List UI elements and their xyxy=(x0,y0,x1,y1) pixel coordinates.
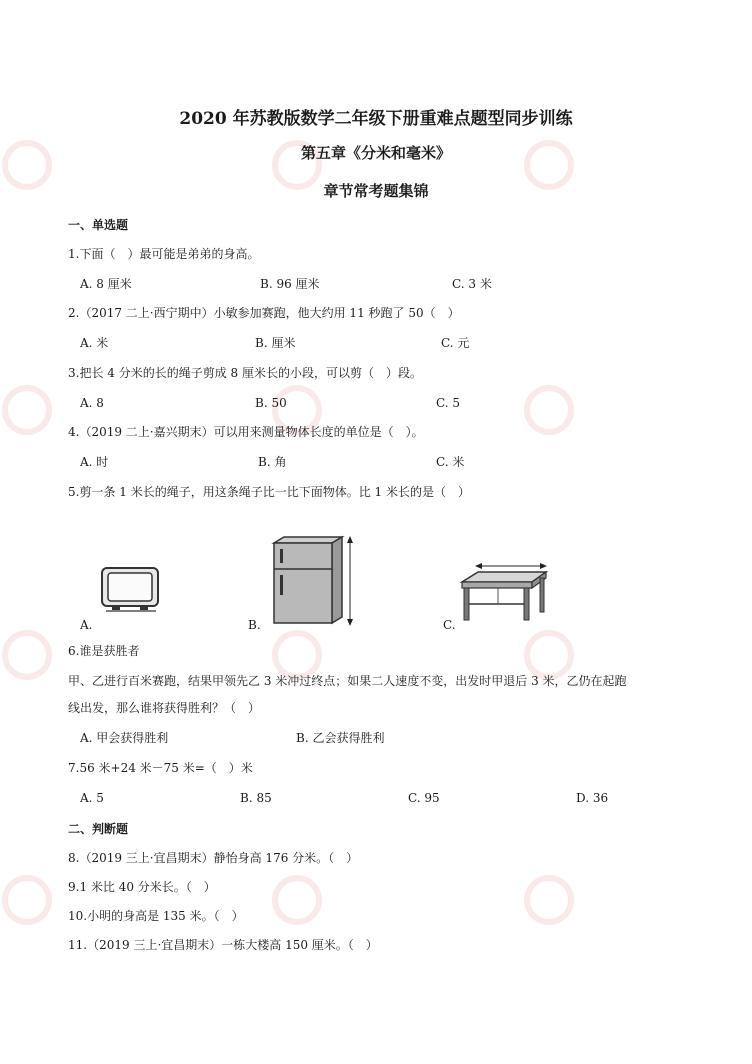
collection-title: 章节常考题集锦 xyxy=(323,182,429,200)
question-stem: 1.下面（ ）最可能是弟弟的身高。 xyxy=(68,247,260,261)
judgement-question: 10.小明的身高是 135 米。（ ） xyxy=(68,909,244,923)
question-paragraph: 甲、乙进行百米赛跑，结果甲领先乙 3 米冲过终点；如果二人速度不变，出发时甲退后 3 米，乙仍在起跑 xyxy=(68,674,627,688)
option-c: C. 5 xyxy=(436,396,461,410)
option-d: D. 36 xyxy=(576,791,609,805)
option-b: B. 85 xyxy=(240,791,272,805)
judgement-question: 11.（2019 三上·宜昌期末）一栋大楼高 150 厘米。（ ） xyxy=(68,938,378,952)
option-b: B. 乙会获得胜利 xyxy=(296,731,385,745)
option-c: C. 米 xyxy=(436,455,465,469)
chapter-title: 第五章《分米和毫米》 xyxy=(300,144,451,162)
option-b: B. 96 厘米 xyxy=(260,277,320,291)
watermark-logo-icon xyxy=(2,875,52,925)
option-b: B. 50 xyxy=(255,396,287,410)
question-paragraph: 线出发，那么谁将获得胜利？（ ） xyxy=(68,701,261,715)
table-icon xyxy=(458,560,550,624)
option-a: A. 8 xyxy=(80,396,104,410)
section-heading-true-false: 二、判断题 xyxy=(68,822,129,836)
watermark-logo-icon xyxy=(524,385,574,435)
tv-icon xyxy=(100,566,162,614)
section-heading-single-choice: 一、单选题 xyxy=(68,218,129,232)
option-a: A. 米 xyxy=(80,336,109,350)
question-stem: 6.谁是获胜者 xyxy=(68,644,140,658)
option-b: B. 厘米 xyxy=(255,336,296,350)
option-a: A. 甲会获得胜利 xyxy=(80,731,169,745)
option-a: A. xyxy=(80,618,93,632)
option-b: B. 角 xyxy=(258,455,287,469)
question-stem: 7.56 米+24 米－75 米=（ ）米 xyxy=(68,761,253,775)
watermark-logo-icon xyxy=(524,875,574,925)
option-c: C. xyxy=(443,618,456,632)
question-stem: 2.（2017 二上·西宁期中）小敏参加赛跑，他大约用 11 秒跑了 50（ ） xyxy=(68,306,460,320)
question-stem: 3.把长 4 分米的长的绳子剪成 8 厘米长的小段，可以剪（ ）段。 xyxy=(68,366,422,380)
watermark-logo-icon xyxy=(2,385,52,435)
option-c: C. 95 xyxy=(408,791,440,805)
question-stem: 4.（2019 二上·嘉兴期末）可以用来测量物体长度的单位是（ ）。 xyxy=(68,425,424,439)
watermark-logo-icon xyxy=(272,875,322,925)
option-c: C. 3 米 xyxy=(452,277,492,291)
option-a: A. 8 厘米 xyxy=(80,277,132,291)
question-stem: 5.剪一条 1 米长的绳子，用这条绳子比一比下面物体。比 1 米长的是（ ） xyxy=(68,485,470,499)
refrigerator-icon xyxy=(270,535,358,629)
option-b: B. xyxy=(248,618,261,632)
judgement-question: 8.（2019 三上·宜昌期末）静怡身高 176 分米。（ ） xyxy=(68,851,359,865)
judgement-question: 9.1 米比 40 分米长。（ ） xyxy=(68,880,216,894)
option-a: A. 时 xyxy=(80,455,109,469)
document-title: 2020 年苏教版数学二年级下册重难点题型同步训练 xyxy=(179,109,573,129)
option-c: C. 元 xyxy=(441,336,470,350)
watermark-logo-icon xyxy=(2,630,52,680)
option-a: A. 5 xyxy=(80,791,104,805)
